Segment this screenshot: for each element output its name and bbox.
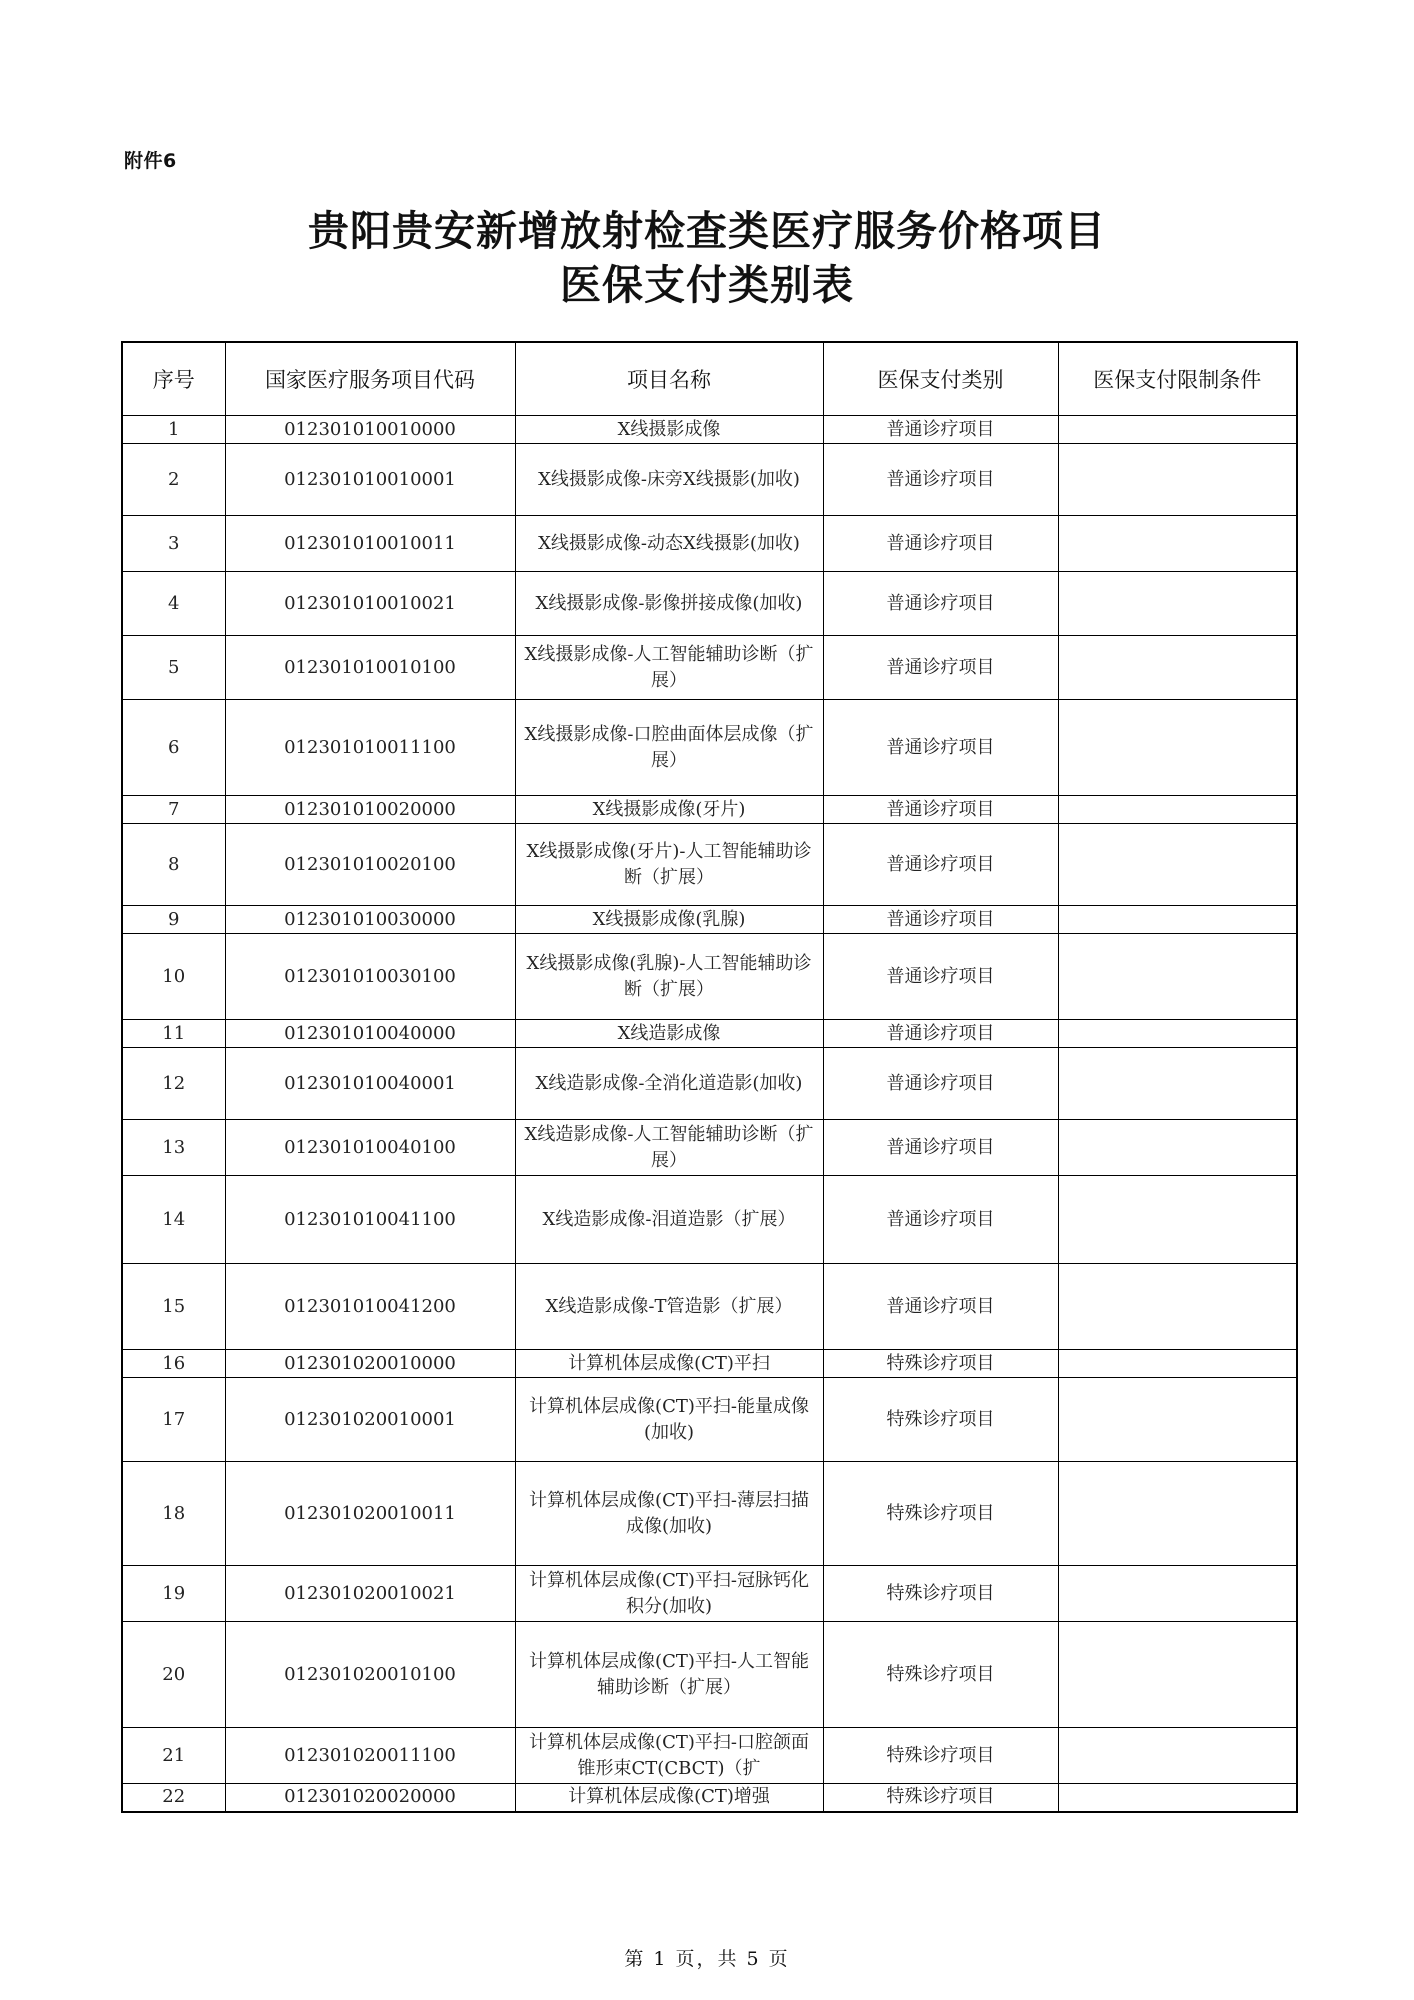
cell-name: 计算机体层成像(CT)平扫-薄层扫描成像(加收)	[515, 1462, 823, 1566]
cell-name: X线摄影成像	[515, 416, 823, 444]
cell-category: 普通诊疗项目	[823, 636, 1058, 700]
cell-conditions	[1058, 1020, 1297, 1048]
cell-category: 普通诊疗项目	[823, 444, 1058, 516]
table-body	[122, 416, 1297, 1812]
cell-name: 计算机体层成像(CT)平扫-人工智能辅助诊断（扩展）	[515, 1622, 823, 1728]
cell-conditions	[1058, 1566, 1297, 1622]
table-row	[122, 1566, 1297, 1622]
table-row	[122, 934, 1297, 1020]
title-line-2: 医保支付类别表	[560, 261, 854, 309]
cell-seq: 16	[122, 1350, 225, 1378]
table-row	[122, 1048, 1297, 1120]
cell-category: 特殊诊疗项目	[823, 1350, 1058, 1378]
cell-category: 普通诊疗项目	[823, 700, 1058, 796]
cell-seq: 14	[122, 1176, 225, 1264]
table-row	[122, 1020, 1297, 1048]
cell-category: 特殊诊疗项目	[823, 1378, 1058, 1462]
cell-code: 012301010030000	[225, 906, 515, 934]
cell-category: 普通诊疗项目	[823, 1020, 1058, 1048]
cell-code: 012301010041200	[225, 1264, 515, 1350]
cell-seq: 13	[122, 1120, 225, 1176]
cell-conditions	[1058, 636, 1297, 700]
cell-code: 012301020010100	[225, 1622, 515, 1728]
cell-seq: 8	[122, 824, 225, 906]
attachment-label: 附件6	[124, 150, 177, 172]
page-footer: 第 1 页，共 5 页	[624, 1948, 790, 1970]
cell-conditions	[1058, 416, 1297, 444]
cell-name: 计算机体层成像(CT)平扫-能量成像(加收)	[515, 1378, 823, 1462]
cell-conditions	[1058, 1728, 1297, 1784]
cell-name: X线摄影成像-口腔曲面体层成像（扩展）	[515, 700, 823, 796]
cell-category: 普通诊疗项目	[823, 416, 1058, 444]
cell-category: 普通诊疗项目	[823, 1120, 1058, 1176]
header-conditions: 医保支付限制条件	[1058, 342, 1297, 416]
cell-conditions	[1058, 572, 1297, 636]
cell-conditions	[1058, 796, 1297, 824]
cell-conditions	[1058, 1378, 1297, 1462]
cell-seq: 5	[122, 636, 225, 700]
cell-code: 012301020010011	[225, 1462, 515, 1566]
cell-conditions	[1058, 1176, 1297, 1264]
cell-conditions	[1058, 934, 1297, 1020]
cell-category: 特殊诊疗项目	[823, 1784, 1058, 1812]
table-row	[122, 1120, 1297, 1176]
cell-conditions	[1058, 1264, 1297, 1350]
cell-code: 012301020011100	[225, 1728, 515, 1784]
cell-seq: 1	[122, 416, 225, 444]
cell-category: 普通诊疗项目	[823, 824, 1058, 906]
cell-name: 计算机体层成像(CT)平扫-口腔颌面锥形束CT(CBCT)（扩	[515, 1728, 823, 1784]
cell-category: 特殊诊疗项目	[823, 1462, 1058, 1566]
cell-code: 012301010010000	[225, 416, 515, 444]
cell-code: 012301010010021	[225, 572, 515, 636]
cell-name: X线摄影成像(牙片)-人工智能辅助诊断（扩展）	[515, 824, 823, 906]
cell-name: X线造影成像	[515, 1020, 823, 1048]
cell-category: 普通诊疗项目	[823, 1176, 1058, 1264]
table-row	[122, 1462, 1297, 1566]
cell-name: X线造影成像-全消化道造影(加收)	[515, 1048, 823, 1120]
table-row	[122, 444, 1297, 516]
header-seq: 序号	[122, 342, 225, 416]
cell-seq: 6	[122, 700, 225, 796]
cell-name: X线造影成像-泪道造影（扩展）	[515, 1176, 823, 1264]
cell-seq: 10	[122, 934, 225, 1020]
cell-conditions	[1058, 1622, 1297, 1728]
cell-name: X线摄影成像-动态X线摄影(加收)	[515, 516, 823, 572]
table-row	[122, 572, 1297, 636]
cell-category: 普通诊疗项目	[823, 572, 1058, 636]
cell-code: 012301010011100	[225, 700, 515, 796]
cell-name: X线摄影成像(牙片)	[515, 796, 823, 824]
cell-code: 012301020010000	[225, 1350, 515, 1378]
cell-seq: 17	[122, 1378, 225, 1462]
cell-seq: 2	[122, 444, 225, 516]
cell-seq: 21	[122, 1728, 225, 1784]
cell-conditions	[1058, 824, 1297, 906]
cell-seq: 3	[122, 516, 225, 572]
cell-code: 012301010040001	[225, 1048, 515, 1120]
cell-name: 计算机体层成像(CT)平扫-冠脉钙化积分(加收)	[515, 1566, 823, 1622]
cell-seq: 4	[122, 572, 225, 636]
cell-conditions	[1058, 1120, 1297, 1176]
table-row	[122, 1176, 1297, 1264]
cell-name: 计算机体层成像(CT)平扫	[515, 1350, 823, 1378]
table-row	[122, 1350, 1297, 1378]
cell-name: X线摄影成像-影像拼接成像(加收)	[515, 572, 823, 636]
cell-code: 012301010010001	[225, 444, 515, 516]
cell-category: 普通诊疗项目	[823, 934, 1058, 1020]
table-header-row	[122, 342, 1297, 416]
cell-name: 计算机体层成像(CT)增强	[515, 1784, 823, 1812]
cell-conditions	[1058, 1350, 1297, 1378]
cell-code: 012301010030100	[225, 934, 515, 1020]
table-row	[122, 416, 1297, 444]
header-code: 国家医疗服务项目代码	[225, 342, 515, 416]
cell-code: 012301010040100	[225, 1120, 515, 1176]
cell-code: 012301010041100	[225, 1176, 515, 1264]
cell-seq: 12	[122, 1048, 225, 1120]
cell-name: X线摄影成像-人工智能辅助诊断（扩展）	[515, 636, 823, 700]
table-row	[122, 824, 1297, 906]
cell-conditions	[1058, 444, 1297, 516]
table-row	[122, 1622, 1297, 1728]
cell-seq: 18	[122, 1462, 225, 1566]
cell-category: 普通诊疗项目	[823, 516, 1058, 572]
payment-category-table	[121, 341, 1298, 1813]
cell-seq: 9	[122, 906, 225, 934]
cell-conditions	[1058, 700, 1297, 796]
table-row	[122, 1378, 1297, 1462]
cell-code: 012301010020000	[225, 796, 515, 824]
cell-conditions	[1058, 906, 1297, 934]
cell-name: X线摄影成像(乳腺)-人工智能辅助诊断（扩展）	[515, 934, 823, 1020]
table-row	[122, 1728, 1297, 1784]
cell-seq: 22	[122, 1784, 225, 1812]
cell-code: 012301020010021	[225, 1566, 515, 1622]
table-row	[122, 636, 1297, 700]
cell-conditions	[1058, 516, 1297, 572]
table-row	[122, 906, 1297, 934]
cell-seq: 15	[122, 1264, 225, 1350]
table-row	[122, 1784, 1297, 1812]
cell-code: 012301020010001	[225, 1378, 515, 1462]
cell-name: X线摄影成像(乳腺)	[515, 906, 823, 934]
cell-seq: 11	[122, 1020, 225, 1048]
cell-code: 012301010010100	[225, 636, 515, 700]
cell-seq: 7	[122, 796, 225, 824]
cell-seq: 20	[122, 1622, 225, 1728]
cell-code: 012301010040000	[225, 1020, 515, 1048]
cell-category: 特殊诊疗项目	[823, 1566, 1058, 1622]
table-row	[122, 1264, 1297, 1350]
cell-category: 普通诊疗项目	[823, 796, 1058, 824]
cell-seq: 19	[122, 1566, 225, 1622]
table-row	[122, 516, 1297, 572]
header-category: 医保支付类别	[823, 342, 1058, 416]
cell-conditions	[1058, 1784, 1297, 1812]
cell-name: X线摄影成像-床旁X线摄影(加收)	[515, 444, 823, 516]
cell-category: 普通诊疗项目	[823, 1264, 1058, 1350]
cell-conditions	[1058, 1462, 1297, 1566]
cell-code: 012301020020000	[225, 1784, 515, 1812]
title-line-1: 贵阳贵安新增放射检查类医疗服务价格项目	[308, 207, 1106, 255]
cell-code: 012301010010011	[225, 516, 515, 572]
table-row	[122, 700, 1297, 796]
header-name: 项目名称	[515, 342, 823, 416]
document-title	[0, 204, 1414, 312]
cell-code: 012301010020100	[225, 824, 515, 906]
cell-category: 普通诊疗项目	[823, 906, 1058, 934]
cell-category: 普通诊疗项目	[823, 1048, 1058, 1120]
table-row	[122, 796, 1297, 824]
cell-name: X线造影成像-T管造影（扩展）	[515, 1264, 823, 1350]
cell-category: 特殊诊疗项目	[823, 1728, 1058, 1784]
cell-conditions	[1058, 1048, 1297, 1120]
cell-category: 特殊诊疗项目	[823, 1622, 1058, 1728]
cell-name: X线造影成像-人工智能辅助诊断（扩展）	[515, 1120, 823, 1176]
